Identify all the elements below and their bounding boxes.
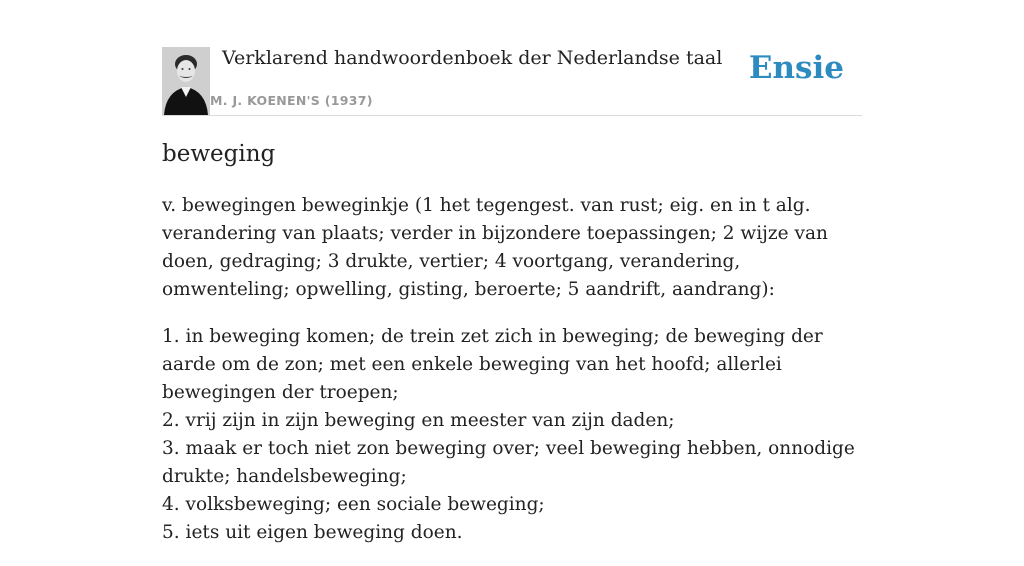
author-portrait-icon bbox=[162, 47, 210, 115]
sense-item: 4. volksbeweging; een sociale beweging; bbox=[162, 494, 545, 515]
brand-logo-link[interactable]: Ensie bbox=[748, 50, 844, 86]
book-title: Verklarend handwoordenboek der Nederlandse taal bbox=[222, 47, 723, 69]
sense-item: 5. iets uit eigen beweging doen. bbox=[162, 522, 463, 543]
definition-text: v. bewegingen beweginkje (1 het tegengest. van rust; eig. en in t alg. verandering van plaats; verder in bijzondere toepassingen; 2 wijze van doen, gedraging; 3 drukte, vertier; 4 voortgang, verandering, omwenteling; opwelling, gisting, beroerte; 5 aandrift, aandrang): bbox=[162, 195, 828, 300]
sense-list bbox=[162, 323, 862, 547]
headword: beweging bbox=[162, 141, 276, 167]
entry-content bbox=[162, 192, 862, 566]
sense-item: 2. vrij zijn in zijn beweging en meester van zijn daden; bbox=[162, 410, 675, 431]
author-line: M. J. KOENEN'S (1937) bbox=[210, 93, 373, 108]
author-portrait bbox=[162, 47, 210, 115]
site-header bbox=[162, 46, 862, 116]
sense-item: 3. maak er toch niet zon beweging over; veel beweging hebben, onnodige drukte; handelsbeweging; bbox=[162, 438, 855, 487]
sense-item: 1. in beweging komen; de trein zet zich in beweging; de beweging der aarde om de zon; met een enkele beweging van het hoofd; allerlei bewegingen der troepen; bbox=[162, 326, 823, 403]
